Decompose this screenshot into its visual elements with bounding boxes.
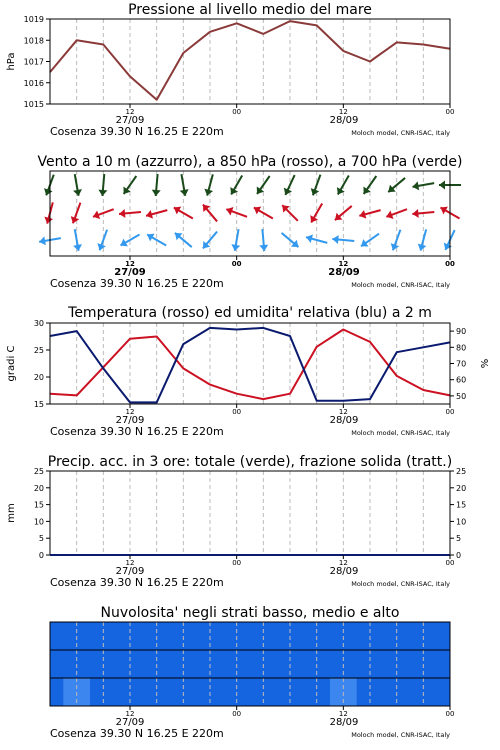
wind-10m-arrow: [231, 229, 240, 251]
y-tick-label: 50: [456, 391, 467, 401]
y-tick-label: 90: [456, 327, 467, 337]
model-label: Moloch model, CNR-ISAC, Italy: [351, 731, 450, 739]
y-tick-label: 5: [38, 534, 44, 544]
y-axis-label: gradi C: [6, 345, 17, 382]
x-tick-label: 12: [338, 408, 348, 416]
y-tick-label: 80: [456, 343, 467, 353]
x-tick-label: 12: [338, 559, 348, 567]
x-tick-label: 00: [445, 408, 455, 416]
date-label: 27/09: [115, 115, 145, 126]
panel-title: Pressione al livello medio del mare: [128, 2, 372, 18]
location-label: Cosenza 39.30 N 16.25 E 220m: [50, 727, 224, 740]
date-label: 27/09: [115, 415, 145, 426]
panel-title: Nuvolosita' negli strati basso, medio e alto: [100, 605, 400, 621]
wind-700hpa-arrow: [180, 174, 189, 196]
model-label: Moloch model, CNR-ISAC, Italy: [351, 129, 450, 137]
x-tick-label: 12: [125, 108, 135, 116]
y-tick-label: 1015: [23, 100, 44, 109]
y-tick-label: 1019: [23, 15, 44, 24]
model-label: Moloch model, CNR-ISAC, Italy: [351, 429, 450, 437]
panel-3: [6, 305, 491, 438]
panel-title: Vento a 10 m (azzurro), a 850 hPa (rosso), a 700 hPa (verde): [37, 154, 463, 170]
wind-700hpa-arrow: [204, 174, 213, 195]
wind-10m-arrow: [73, 229, 82, 251]
wind-700hpa-arrow: [73, 174, 82, 196]
y-tick-label: 5: [456, 534, 462, 544]
date-label: 27/09: [115, 717, 145, 728]
wind-10m-arrow: [97, 230, 107, 251]
wind-700hpa-arrow: [152, 174, 161, 196]
x-tick-label: 12: [125, 260, 135, 268]
y-tick-label: 10: [33, 517, 44, 527]
y-tick-label: 20: [456, 483, 467, 493]
y-axis-label: mm: [6, 503, 17, 523]
wind-850hpa-arrow: [44, 202, 53, 223]
model-label: Moloch model, CNR-ISAC, Italy: [351, 580, 450, 588]
y-tick-label: 1017: [23, 57, 44, 67]
x-tick-label: 00: [232, 408, 242, 416]
panel-4: [6, 454, 466, 589]
y-tick-label: 15: [33, 400, 44, 409]
x-tick-label: 12: [125, 559, 135, 567]
y-tick-label: 1016: [23, 78, 44, 88]
wind-10m-arrow: [391, 230, 401, 251]
date-label: 27/09: [115, 566, 145, 577]
x-tick-label: 12: [338, 260, 349, 268]
plot-frame: [50, 19, 450, 104]
wind-10m-arrow: [444, 230, 455, 250]
x-tick-label: 00: [445, 559, 455, 567]
location-label: Cosenza 39.30 N 16.25 E 220m: [50, 125, 224, 138]
location-label: Cosenza 39.30 N 16.25 E 220m: [50, 425, 224, 438]
x-tick-label: 12: [125, 710, 135, 718]
panel-title: Precip. acc. in 3 ore: totale (verde), frazione solida (tratt.): [47, 454, 453, 470]
wind-700hpa-arrow: [311, 175, 321, 196]
y-tick-label: 25: [456, 467, 467, 476]
pressure-line: [50, 21, 450, 100]
wind-700hpa-arrow: [98, 174, 107, 196]
date-label: 28/09: [329, 566, 359, 577]
y-axis-label: hPa: [6, 52, 17, 71]
y-tick-label: 70: [456, 359, 467, 369]
x-tick-label: 12: [125, 408, 135, 416]
location-label: Cosenza 39.30 N 16.25 E 220m: [50, 576, 224, 589]
location-label: Cosenza 39.30 N 16.25 E 220m: [50, 277, 224, 290]
y-tick-label: 25: [33, 467, 44, 476]
wind-850hpa-arrow: [71, 203, 81, 224]
y-tick-label: 20: [33, 483, 44, 493]
y-tick-label: 10: [456, 517, 467, 527]
y-tick-label: 20: [33, 373, 44, 382]
model-label: Moloch model, CNR-ISAC, Italy: [351, 281, 450, 289]
wind-700hpa-arrow: [44, 175, 54, 196]
y-tick-label: 60: [456, 375, 467, 385]
date-label: 28/09: [329, 717, 359, 728]
x-tick-label: 00: [232, 710, 242, 718]
x-tick-label: 00: [445, 710, 455, 718]
date-label: 28/09: [328, 267, 360, 278]
humidity-line: [50, 328, 450, 403]
y-tick-label: 1018: [23, 36, 44, 46]
y-tick-label: 30: [33, 319, 44, 328]
x-tick-label: 00: [232, 559, 242, 567]
plot-frame: [50, 471, 450, 555]
x-tick-label: 00: [445, 260, 455, 268]
wind-10m-arrow: [418, 229, 427, 250]
cloud-cover-bands: [50, 622, 450, 706]
wind-10m-arrow: [259, 229, 268, 251]
x-tick-label: 12: [338, 108, 348, 116]
x-tick-label: 12: [338, 710, 348, 718]
date-label: 28/09: [329, 115, 359, 126]
x-tick-label: 00: [445, 108, 455, 116]
panel-5: [50, 605, 454, 740]
y-tick-label: 0: [456, 551, 462, 560]
panel-2: [37, 154, 462, 290]
wind-700hpa-arrow: [284, 175, 295, 195]
y-tick-label: 0: [38, 551, 44, 560]
date-label: 28/09: [329, 415, 359, 426]
y-axis-label: %: [480, 358, 491, 369]
y-tick-label: 15: [33, 500, 44, 510]
y-tick-label: 25: [33, 346, 44, 355]
date-label: 27/09: [114, 267, 146, 278]
panel-title: Temperatura (rosso) ed umidita' relativa (blu) a 2 m: [68, 305, 432, 321]
y-tick-label: 15: [456, 500, 467, 510]
x-tick-label: 00: [232, 108, 242, 116]
x-tick-label: 00: [231, 260, 242, 268]
panel-1: [6, 2, 454, 138]
